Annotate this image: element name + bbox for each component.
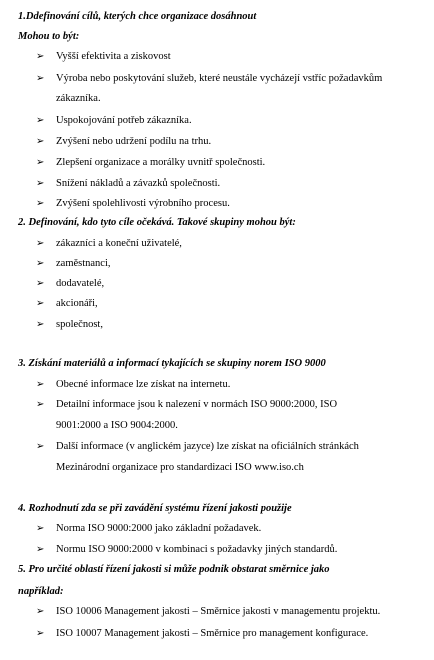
list-item: Vyšší efektivita a ziskovost — [56, 51, 171, 62]
list-item: Normu ISO 9000:2000 v kombinaci s požadavky jiných standardů. — [56, 544, 338, 555]
section-1-subheading: Mohou to být: — [18, 31, 80, 42]
arrow-bullet-icon: ➢ — [36, 278, 45, 289]
arrow-bullet-icon: ➢ — [36, 73, 45, 84]
section-1-heading: 1.Ddefinování cílů, kterých chce organizace dosáhnout — [18, 11, 257, 22]
list-item: Detailní informace jsou k nalezení v normách ISO 9000:2000, ISO — [56, 399, 338, 410]
list-item: Zvýšení spolehlivosti výrobního procesu. — [56, 198, 230, 209]
list-item: společnost, — [56, 319, 103, 330]
section-3-heading: 3. Získání materiálů a informací tykajících se skupiny norem ISO 9000 — [18, 358, 326, 369]
arrow-bullet-icon: ➢ — [36, 319, 45, 330]
arrow-bullet-icon: ➢ — [36, 178, 45, 189]
list-item: akcionáři, — [56, 298, 98, 309]
list-item: ISO 10007 Management jakosti – Směrnice pro management konfigurace. — [56, 628, 369, 639]
section-5-heading-continuation: například: — [18, 586, 64, 597]
list-item: Norma ISO 9000:2000 jako základní požadavek. — [56, 523, 262, 534]
section-4-heading: 4. Rozhodnutí zda se při zavádění systému řízení jakosti použije — [18, 503, 292, 514]
arrow-bullet-icon: ➢ — [36, 628, 45, 639]
arrow-bullet-icon: ➢ — [36, 198, 45, 209]
arrow-bullet-icon: ➢ — [36, 157, 45, 168]
list-item: Snížení nákladů a závazků společnosti. — [56, 178, 221, 189]
section-2-heading: 2. Definování, kdo tyto cíle očekává. Takové skupiny mohou být: — [18, 217, 296, 228]
arrow-bullet-icon: ➢ — [36, 136, 45, 147]
list-item: zaměstnanci, — [56, 258, 111, 269]
list-item-continuation: zákazníka. — [56, 93, 101, 104]
list-item: Zlepšení organizace a morálky uvnitř společnosti. — [56, 157, 266, 168]
list-item: ISO 10006 Management jakosti – Směrnice jakosti v managementu projektu. — [56, 606, 381, 617]
arrow-bullet-icon: ➢ — [36, 115, 45, 126]
arrow-bullet-icon: ➢ — [36, 544, 45, 555]
arrow-bullet-icon: ➢ — [36, 523, 45, 534]
arrow-bullet-icon: ➢ — [36, 238, 45, 249]
list-item-continuation: Mezinárodní organizace pro standardizaci ISO www.iso.ch — [56, 462, 304, 473]
arrow-bullet-icon: ➢ — [36, 606, 45, 617]
list-item: Další informace (v anglickém jazyce) lze získat na oficiálních stránkách — [56, 441, 359, 452]
list-item: Uspokojování potřeb zákazníka. — [56, 115, 192, 126]
list-item: Výroba nebo poskytování služeb, které neustále vycházejí vstříc požadavkům — [56, 73, 383, 84]
arrow-bullet-icon: ➢ — [36, 379, 45, 390]
list-item-continuation: 9001:2000 a ISO 9004:2000. — [56, 420, 178, 431]
list-item: dodavatelé, — [56, 278, 105, 289]
arrow-bullet-icon: ➢ — [36, 258, 45, 269]
arrow-bullet-icon: ➢ — [36, 298, 45, 309]
section-5-heading: 5. Pro určité oblastí řízení jakosti si může podnik obstarat směrnice jako — [18, 564, 330, 575]
arrow-bullet-icon: ➢ — [36, 441, 45, 452]
arrow-bullet-icon: ➢ — [36, 399, 45, 410]
list-item: Zvýšení nebo udržení podílu na trhu. — [56, 136, 212, 147]
list-item: Obecné informace lze získat na internetu. — [56, 379, 231, 390]
arrow-bullet-icon: ➢ — [36, 51, 45, 62]
list-item: zákazníci a koneční uživatelé, — [56, 238, 182, 249]
